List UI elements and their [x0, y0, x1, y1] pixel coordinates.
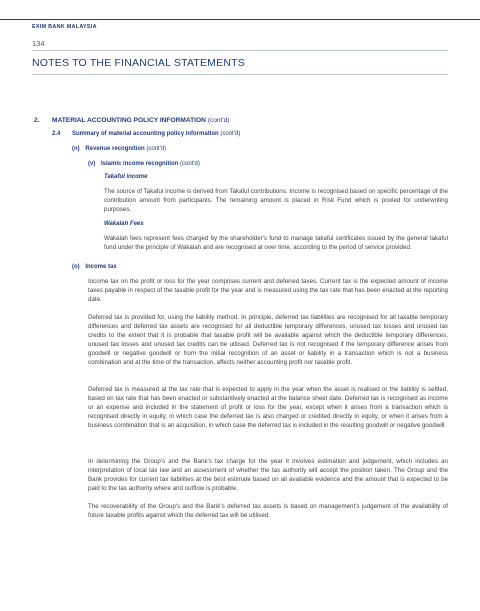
subsection-number: 2.4	[52, 131, 61, 137]
page-title: NOTES TO THE FINANCIAL STATEMENTS	[32, 57, 245, 69]
income-tax-paragraph-5: The recoverability of the Group's and the Bank's deferred tax assets is based on management's judgement of the availability of future taxable profits against which the deferred tax will be utilised.	[88, 503, 448, 519]
section-cont: (cont'd)	[207, 117, 230, 124]
title-divider-top	[32, 50, 448, 51]
takaful-heading: Takaful income	[104, 174, 148, 180]
section-title: MATERIAL ACCOUNTING POLICY INFORMATION	[52, 117, 206, 124]
item-n-cont: (cont'd)	[146, 146, 167, 152]
item-v-heading	[88, 161, 200, 167]
item-n-heading	[72, 146, 166, 152]
wakalah-paragraph: Wakalah fees represent fees charged by the shareholder's fund to manage takaful certificates issued by the general takaful fund under the principle of Wakalah and are recognised at over time, according to the period of service provided.	[104, 235, 448, 251]
income-tax-paragraph-1: Income tax on the profit or loss for the year comprises current and deferred taxes. Current tax is the expected amount of income taxes payable in respect of the taxable profit for the year and is measured using the tax rate that has been enacted at the reporting date.	[88, 278, 448, 303]
item-n-label: (n)	[72, 146, 80, 152]
header-rule	[0, 19, 480, 20]
section-number: 2.	[34, 117, 40, 124]
page-number: 134	[32, 39, 45, 48]
item-v-cont: (cont'd)	[180, 161, 200, 167]
title-divider-bottom	[32, 74, 448, 75]
wakalah-heading: Wakalah Fees	[104, 221, 144, 227]
income-tax-paragraph-3: Deferred tax is measured at the tax rate that is expected to apply in the year when the asset is realised or the liability is settled, based on tax rate that has been enacted or substantively enacted at the balance sheet date. Deferred tax is recognised as income or an expense and included in the statement of profit or loss for the year, except when it arises from a transaction which is recognised directly in equity, in which case the deferred tax is also charged or credited directly in equity, or when it arises from a business combination that is an acquisition, in which case the deferred tax is included in the resulting goodwill or negative goodwill.	[88, 386, 448, 429]
subsection-cont: (cont'd)	[220, 131, 241, 137]
section-heading	[52, 117, 229, 124]
item-o-title: Income tax	[85, 264, 117, 270]
item-o-label: (o)	[72, 264, 80, 270]
income-tax-paragraph-2: Deferred tax is provided for, using the liability method. In principle, deferred tax liabilities are recognised for all taxable temporary differences and deferred tax assets are recognised for all deductible temporary differences, unused tax losses and unused tax credits to the extent that it is probable that taxable profit will be available against which the deductible temporary differences, unused tax losses and unused tax credits can be utilised. Deferred tax is not recognised if the temporary difference arises from goodwill or negative goodwill or from the initial recognition of an asset or liability in a transaction which is not a business combination and at the time of the transaction, affects neither accounting profit nor taxable profit.	[88, 314, 448, 366]
item-o-heading	[72, 264, 117, 270]
item-v-label: (v)	[88, 161, 96, 167]
subsection-heading	[72, 131, 240, 137]
income-tax-paragraph-4: In determining the Group's and the Bank's tax charge for the year it involves estimation and judgement, which includes an interpretation of local tax law and an assessment of whether the tax authority will accept the position taken. The Group and the Bank provides for current tax liabilities at the best estimate based on all available evidence and the amount that is expected to be paid to the tax authority where and outflow is probable.	[88, 458, 448, 492]
item-n-title: Revenue recognition	[85, 146, 145, 152]
item-v-title: Islamic income recognition	[101, 161, 179, 167]
subsection-title: Summary of material accounting policy information	[72, 131, 219, 137]
page-header	[0, 0, 480, 34]
company-name: EXIM BANK MALAYSIA	[32, 24, 97, 30]
takaful-paragraph: The source of Takaful income is derived from Takaful contributions. Income is recognised based on specific percentage of the contribution amount from participants. The remaining amount is placed in Risk Fund which is pooled for underwriting purposes.	[104, 188, 448, 213]
